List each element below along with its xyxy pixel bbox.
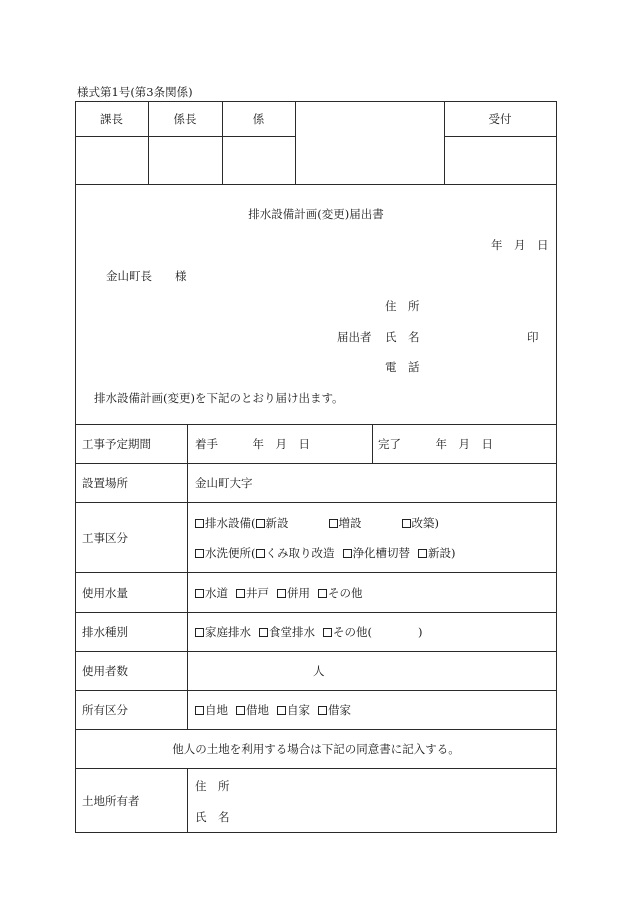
- document-title: 排水設備計画(変更)届出書: [248, 207, 384, 221]
- extension-checkbox[interactable]: [329, 519, 338, 528]
- approval-bottom: [75, 184, 557, 185]
- seal-mark: 印: [527, 330, 539, 344]
- drainage-facility-label: 排水設備(: [205, 516, 256, 530]
- well-checkbox[interactable]: [236, 589, 245, 598]
- row-line-3: [75, 572, 557, 573]
- row-line-2: [75, 502, 557, 503]
- landowner-label: 土地所有者: [82, 794, 140, 808]
- statement: 排水設備計画(変更)を下記のとおり届け出ます。: [94, 391, 344, 405]
- drainage-facility-checkbox[interactable]: [195, 519, 204, 528]
- toilet-new-checkbox[interactable]: [418, 549, 427, 558]
- label-col-a: [187, 424, 188, 730]
- landowner-address[interactable]: 住 所: [195, 779, 230, 793]
- location-value[interactable]: 金山町大字: [195, 476, 253, 490]
- notice-bottom: [75, 424, 557, 425]
- applicant-label: 届出者: [337, 330, 372, 344]
- own-house-checkbox[interactable]: [277, 706, 286, 715]
- row-line-6: [75, 690, 557, 691]
- row-line-4: [75, 612, 557, 613]
- approval-divider-right: [444, 136, 557, 137]
- form-id: 様式第1号(第3条関係): [77, 85, 193, 99]
- rented-house-checkbox[interactable]: [318, 706, 327, 715]
- drain-other-checkbox[interactable]: [323, 628, 332, 637]
- septic-switch-label: 浄化槽切替: [352, 546, 410, 560]
- flush-toilet-checkbox[interactable]: [195, 549, 204, 558]
- own-house-label: 自家: [287, 703, 310, 717]
- approval-col-3: [295, 101, 296, 185]
- new-build-checkbox[interactable]: [256, 519, 265, 528]
- period-label: 工事予定期間: [82, 437, 151, 451]
- water-other-checkbox[interactable]: [318, 589, 327, 598]
- leased-land-label: 借地: [246, 703, 269, 717]
- water-supply-label: 水道: [205, 586, 228, 600]
- phone-label: 電 話: [385, 360, 420, 374]
- drainage-label: 排水種別: [82, 625, 128, 639]
- own-land-checkbox[interactable]: [195, 706, 204, 715]
- frame-bottom: [75, 832, 557, 833]
- water-supply-checkbox[interactable]: [195, 589, 204, 598]
- landowner-name[interactable]: 氏 名: [195, 810, 230, 824]
- ownership-options: [195, 703, 351, 717]
- addressee: 金山町長 様: [106, 269, 187, 283]
- row-line-5: [75, 651, 557, 652]
- period-start[interactable]: 着手 年 月 日: [195, 437, 310, 451]
- new-build-label: 新設: [265, 516, 289, 530]
- approval-divider: [75, 136, 296, 137]
- water-label: 使用水量: [82, 586, 128, 600]
- ownership-label: 所有区分: [82, 703, 128, 717]
- pit-conversion-checkbox[interactable]: [256, 549, 265, 558]
- leased-land-checkbox[interactable]: [236, 706, 245, 715]
- extension-label: 増設: [338, 516, 362, 530]
- location-label: 設置場所: [82, 476, 128, 490]
- approval-header-staff: 係: [252, 112, 265, 126]
- row-line-8: [75, 768, 557, 769]
- work-type-line-1: [195, 516, 439, 530]
- approval-header-section-chief: 課長: [100, 112, 123, 126]
- combined-label: 併用: [287, 586, 310, 600]
- household-drain-label: 家庭排水: [205, 625, 251, 639]
- date-field: 年 月 日: [491, 238, 549, 252]
- row-line-7: [75, 729, 557, 730]
- drainage-options: [195, 625, 422, 639]
- cafeteria-drain-label: 食堂排水: [269, 625, 315, 639]
- row-line-1: [75, 463, 557, 464]
- period-end[interactable]: 完了 年 月 日: [378, 437, 493, 451]
- flush-toilet-label: 水洗便所(: [205, 546, 256, 560]
- cafeteria-drain-checkbox[interactable]: [259, 628, 268, 637]
- pit-conversion-label: くみ取り改造: [265, 546, 335, 560]
- work-type-label: 工事区分: [82, 531, 128, 545]
- renovation-label: 改築): [411, 516, 439, 530]
- users-unit[interactable]: 人: [313, 664, 325, 678]
- combined-checkbox[interactable]: [277, 589, 286, 598]
- approval-header-subsection-chief: 係長: [173, 112, 197, 126]
- water-options: [195, 586, 363, 600]
- period-split: [372, 424, 373, 464]
- name-label: 氏 名: [385, 330, 420, 344]
- drain-other-label: その他( ): [333, 625, 423, 639]
- users-label: 使用者数: [82, 664, 128, 678]
- toilet-new-label: 新設): [428, 546, 456, 560]
- consent-notice: 他人の土地を利用する場合は下記の同意書に記入する。: [172, 742, 460, 756]
- approval-header-reception: 受付: [488, 112, 512, 126]
- septic-switch-checkbox[interactable]: [343, 549, 352, 558]
- label-col-b: [187, 768, 188, 833]
- renovation-checkbox[interactable]: [402, 519, 411, 528]
- household-drain-checkbox[interactable]: [195, 628, 204, 637]
- work-type-line-2: [195, 546, 456, 560]
- own-land-label: 自地: [205, 703, 228, 717]
- address-label: 住 所: [385, 299, 420, 313]
- water-other-label: その他: [328, 586, 363, 600]
- well-label: 井戸: [246, 586, 269, 600]
- rented-house-label: 借家: [328, 703, 351, 717]
